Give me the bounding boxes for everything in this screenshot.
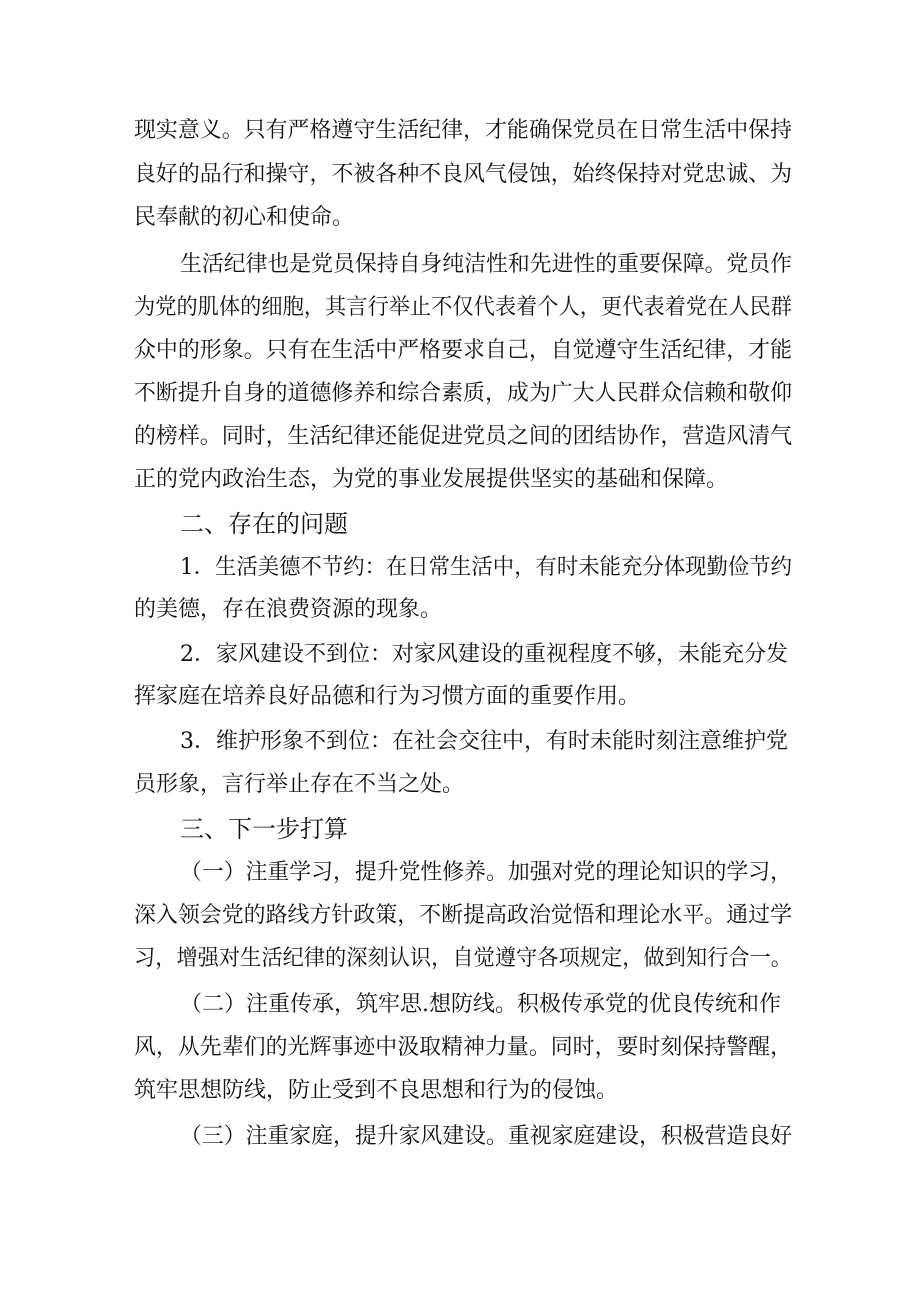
paragraph-line: 现实意义。只有严格遵守生活纪律，才能确保党员在日常生活中保持 [134,118,793,143]
paragraph-line: （一）注重学习，提升党性修养。加强对党的理论知识的学习， [180,860,793,885]
paragraph-line: 民奉献的初心和使命。 [134,205,355,230]
paragraph-line: 正的党内政治生态，为党的事业发展提供坚实的基础和保障。 [134,467,729,492]
list-item-line: 挥家庭在培养良好品德和行为习惯方面的重要作用。 [134,684,641,709]
paragraph-line: 良好的品行和操守，不被各种不良风气侵蚀，始终保持对党忠诚、为 [134,162,793,187]
paragraph-line: 风，从先辈们的光辉事迹中汲取精神力量。同时，要时刻保持警醒， [134,1035,793,1060]
paragraph-line: 众中的形象。只有在生活中严格要求自己，自觉遵守生活纪律，才能 [134,338,793,363]
section-heading: 二、存在的问题 [180,510,348,538]
paragraph-line: 习，增强对生活纪律的深刻认识，自觉遵守各项规定，做到知行合一。 [134,946,793,971]
list-item-line: 的美德，存在浪费资源的现象。 [134,597,443,622]
paragraph-line: （二）注重传承，筑牢思.想防线。积极传承党的优良传统和作 [180,992,781,1017]
paragraph-line: 生活纪律也是党员保持自身纯洁性和先进性的重要保障。党员作 [180,252,793,277]
paragraph-line: 筑牢思想防线，防止受到不良思想和行为的侵蚀。 [134,1078,619,1103]
list-item-line: 1．生活美德不节约：在日常生活中，有时未能充分体现勤俭节约 [180,555,792,580]
list-item-line: 2．家风建设不到位：对家风建设的重视程度不够，未能充分发 [180,642,788,667]
paragraph-line: 为党的肌体的细胞，其言行举止不仅代表着个人，更代表着党在人民群 [134,295,793,320]
paragraph-line: 的榜样。同时，生活纪律还能促进党员之间的团结协作，营造风清气 [134,424,793,449]
list-item-line: 员形象，言行举止存在不当之处。 [134,772,465,797]
section-heading: 三、下一步打算 [180,815,348,843]
paragraph-line: 深入领会党的路线方针政策，不断提高政治觉悟和理论水平。通过学 [134,903,793,928]
list-item-line: 3．维护形象不到位：在社会交往中，有时未能时刻注意维护党 [180,729,788,754]
paragraph-line: （三）注重家庭，提升家风建设。重视家庭建设，积极营造良好 [180,1124,793,1149]
paragraph-line: 不断提升自身的道德修养和综合素质，成为广大人民群众信赖和敬仰 [134,381,793,406]
